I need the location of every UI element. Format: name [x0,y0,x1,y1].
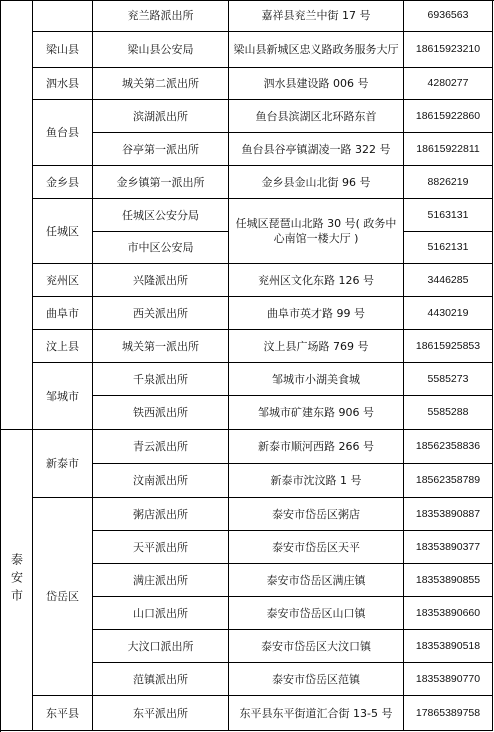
county-cell [33,32,93,68]
address-cell [229,531,404,564]
address-cell [229,68,404,100]
station-cell [93,564,229,597]
address-cell-text: 曲阜市英才路 99 号 [267,306,365,320]
address-cell [229,696,404,731]
phone-cell [404,32,493,68]
address-cell-text: 鱼台县谷亭镇湖凌一路 322 号 [241,142,391,156]
address-cell [229,32,404,68]
address-cell [229,166,404,199]
phone-cell [404,531,493,564]
station-cell-text: 市中区公安局 [127,241,194,254]
phone-cell-text: 5585288 [427,406,469,418]
station-cell [93,498,229,531]
county-cell-text: 泗水县 [46,77,79,90]
station-cell-text: 兖兰路派出所 [127,9,194,22]
address-cell [229,0,404,32]
address-cell-text: 泰安市岱岳区范镇 [272,672,360,686]
station-cell-text: 兴隆派出所 [133,273,188,287]
address-cell [229,464,404,498]
phone-cell [404,133,493,166]
address-cell-text: 兖州区文化东路 126 号 [258,273,374,287]
station-cell-text: 城关第一派出所 [122,339,199,353]
address-cell-text: 金乡县金山北街 96 号 [261,175,371,189]
phone-cell [404,264,493,297]
phone-cell [404,68,493,100]
station-cell [93,630,229,663]
station-cell-text: 东平派出所 [133,706,188,720]
station-cell-text: 西关派出所 [133,306,188,320]
address-cell-text: 泰安市岱岳区天平 [272,540,360,554]
phone-cell [404,232,493,264]
phone-cell-text: 18615922811 [416,142,480,155]
phone-cell [404,166,493,199]
address-cell-text: 嘉祥县兖兰中街 17 号 [261,9,371,22]
county-cell-text: 曲阜市 [46,306,79,320]
county-cell-text: 新泰市 [46,457,79,470]
county-cell-text: 任城区 [46,224,79,238]
address-cell [229,498,404,531]
county-cell [33,199,93,264]
station-cell [93,330,229,363]
station-cell-text: 滨湖派出所 [133,109,188,123]
phone-cell-text: 18353890770 [415,672,481,685]
station-cell-text: 梁山县公安局 [127,43,194,56]
address-cell [229,199,404,264]
phone-cell-text: 4430219 [427,306,469,319]
station-cell [93,32,229,68]
address-cell-text: 邹城市小湖美食城 [272,372,360,386]
address-cell-text: 泰安市岱岳区大汶口镇 [261,639,371,653]
station-cell [93,133,229,166]
address-cell-text: 任城区琵琶山北路 30 号( 政务中心南馆一楼大厅 ) [235,217,397,245]
phone-cell-text: 18353890660 [415,606,481,619]
phone-cell [404,430,493,464]
phone-cell-text: 5163131 [427,208,469,221]
county-cell [33,68,93,100]
phone-cell [404,0,493,32]
county-cell-text: 岱岳区 [46,590,79,603]
address-cell-text: 梁山县新城区忠义路政务服务大厅 [233,43,399,56]
station-cell-text: 金乡镇第一派出所 [116,175,205,189]
address-cell [229,630,404,663]
address-cell-text: 泰安市岱岳区山口镇 [266,606,366,620]
phone-cell [404,597,493,630]
station-cell [93,0,229,32]
phone-cell-text: 18615925853 [415,339,481,352]
address-cell [229,330,404,363]
phone-cell [404,696,493,731]
address-cell-text: 新泰市沈汶路 1 号 [270,474,362,487]
station-cell-text: 谷亭第一派出所 [122,142,199,156]
county-cell-text: 邹城市 [46,389,79,403]
county-cell [33,330,93,363]
phone-cell [404,564,493,597]
phone-cell-text: 18615923210 [415,43,481,55]
address-cell [229,396,404,430]
phone-cell-text: 5585273 [427,372,469,385]
station-cell [93,232,229,264]
address-cell [229,133,404,166]
address-cell [229,363,404,396]
station-cell [93,663,229,696]
county-cell [33,100,93,166]
station-cell-text: 青云派出所 [133,440,188,453]
phone-cell [404,498,493,531]
address-cell-text: 泰安市岱岳区粥店 [272,507,360,521]
county-cell [33,0,93,32]
phone-cell-text: 3446285 [427,273,469,286]
phone-cell-text: 17865389758 [415,706,481,719]
station-cell [93,696,229,731]
phone-cell-text: 6936563 [427,9,469,21]
station-cell-text: 汶南派出所 [133,474,188,487]
station-cell [93,430,229,464]
phone-cell-text: 18353890518 [415,639,481,652]
county-cell [33,498,93,696]
address-cell [229,297,404,330]
county-cell [33,264,93,297]
phone-cell [404,464,493,498]
station-cell-text: 天平派出所 [133,540,188,554]
station-cell [93,531,229,564]
station-cell [93,396,229,430]
station-cell [93,100,229,133]
phone-cell-text: 18615922860 [415,109,481,122]
station-cell-text: 范镇派出所 [133,672,188,686]
station-cell [93,363,229,396]
station-cell [93,264,229,297]
county-cell [33,430,93,498]
station-cell-text: 满庄派出所 [133,573,188,587]
city-cell [0,430,33,731]
station-cell-text: 千泉派出所 [133,372,188,386]
county-cell-text: 东平县 [46,706,79,720]
phone-cell [404,630,493,663]
phone-cell-text: 18562358836 [415,440,481,452]
county-cell-text: 金乡县 [46,175,79,189]
phone-cell [404,663,493,696]
phone-cell-text: 4280277 [427,77,469,89]
county-cell-text: 鱼台县 [46,126,79,139]
station-cell-text: 城关第二派出所 [122,77,199,90]
station-cell [93,68,229,100]
address-cell-text: 邹城市矿建东路 906 号 [258,406,374,419]
station-cell [93,166,229,199]
station-cell-text: 铁西派出所 [133,406,188,419]
phone-cell-text: 8826219 [427,175,469,188]
phone-cell [404,100,493,133]
address-cell-text: 鱼台县滨湖区北环路东首 [255,109,377,123]
station-cell-text: 任城区公安分局 [122,208,199,222]
county-cell [33,297,93,330]
county-cell-text: 汶上县 [46,339,79,353]
address-cell [229,264,404,297]
address-cell-text: 东平县东平街道汇合街 13-5 号 [239,706,393,720]
address-cell-text: 汶上县广场路 769 号 [263,339,369,353]
phone-cell-text: 18353890855 [415,573,481,586]
station-cell-text: 大汶口派出所 [127,639,194,653]
address-cell-text: 新泰市顺河西路 266 号 [258,440,374,453]
city-cell-blank [0,0,33,430]
phone-cell-text: 18353890887 [415,507,481,520]
station-cell [93,297,229,330]
county-cell [33,363,93,430]
address-cell [229,100,404,133]
county-cell-text: 梁山县 [46,43,79,56]
city-cell-text: 泰安市 [9,553,24,607]
address-cell [229,564,404,597]
station-cell-text: 山口派出所 [133,606,188,620]
phone-cell-text: 18562358789 [415,474,481,486]
address-cell-text: 泗水县建设路 006 号 [263,77,369,90]
station-cell [93,597,229,630]
phone-cell [404,363,493,396]
station-cell [93,464,229,498]
phone-cell [404,297,493,330]
address-cell [229,597,404,630]
phone-cell [404,330,493,363]
phone-cell [404,199,493,232]
phone-cell [404,396,493,430]
phone-cell-text: 18353890377 [415,540,481,553]
address-cell-text: 泰安市岱岳区满庄镇 [266,573,366,587]
station-cell-text: 粥店派出所 [133,507,188,521]
county-cell-text: 兖州区 [46,273,79,287]
address-cell [229,430,404,464]
address-cell [229,663,404,696]
phone-cell-text: 5162131 [427,241,469,253]
county-cell [33,696,93,731]
station-cell [93,199,229,232]
county-cell [33,166,93,199]
